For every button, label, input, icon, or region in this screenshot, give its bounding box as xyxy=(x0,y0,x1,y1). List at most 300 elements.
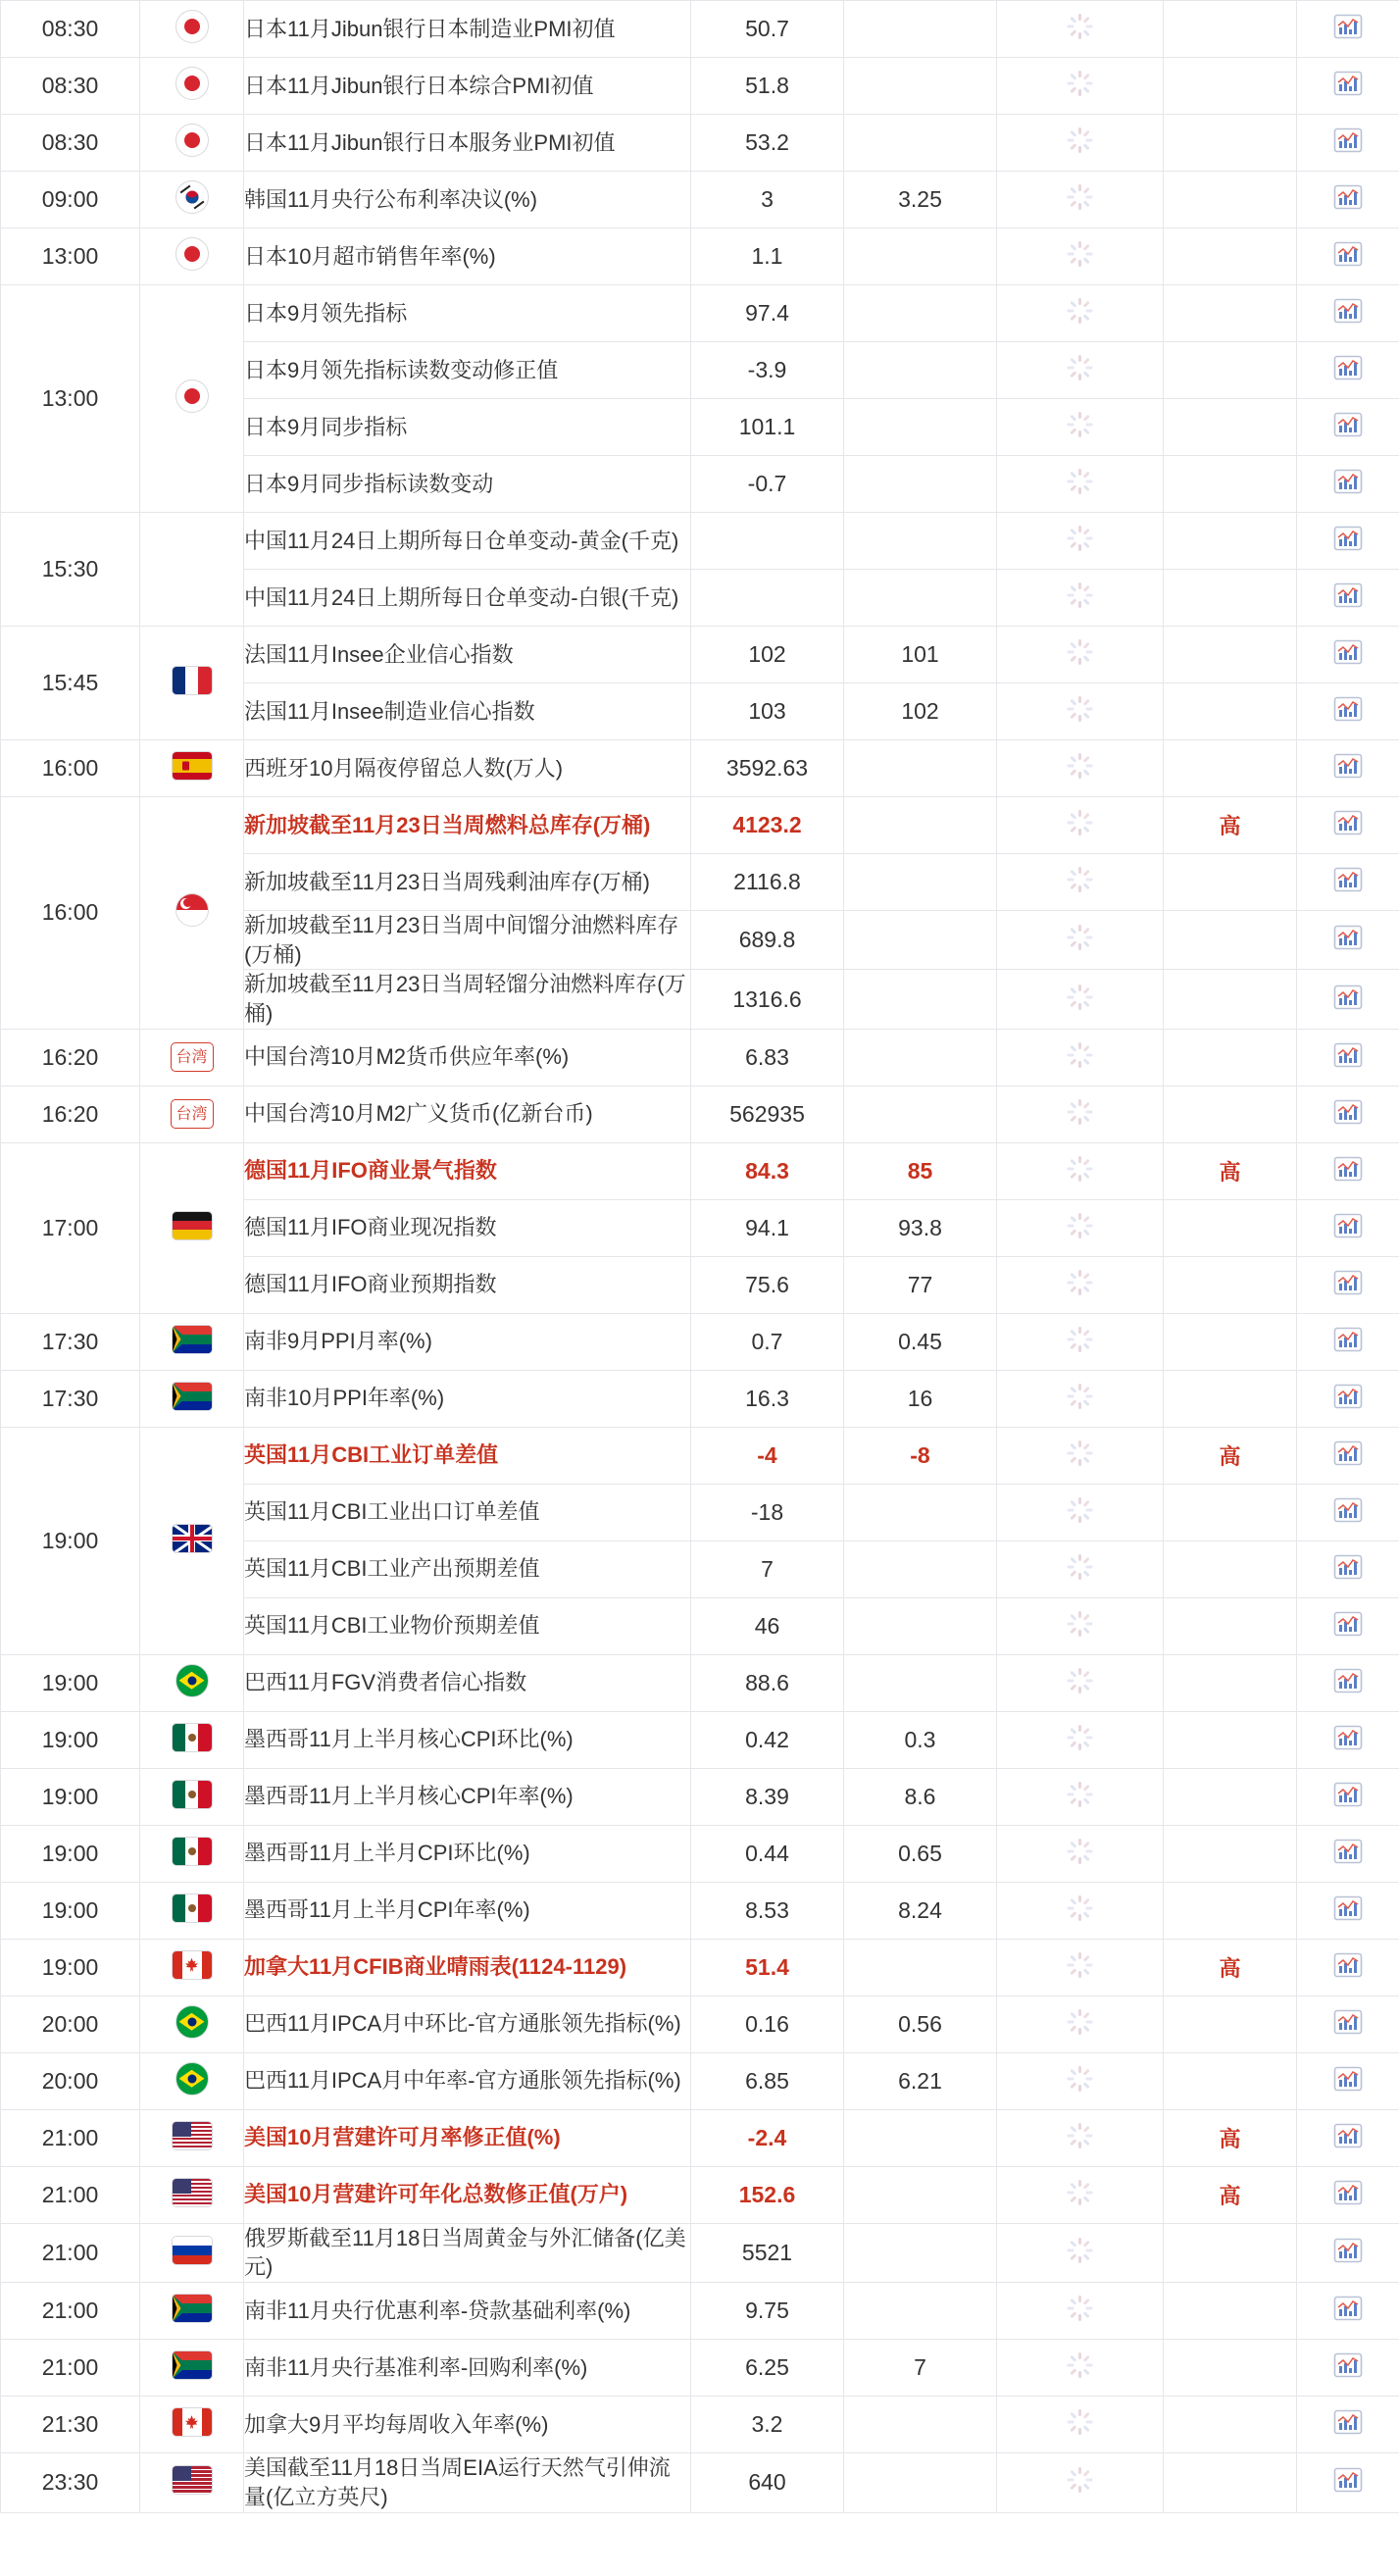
table-row[interactable] xyxy=(1,2340,1399,2397)
row-actual: 51.8 xyxy=(691,58,844,115)
row-event[interactable]: 新加坡截至11月23日当周燃料总库存(万桶) xyxy=(244,797,691,854)
row-event[interactable]: 日本11月Jibun银行日本综合PMI初值 xyxy=(244,58,691,115)
row-event[interactable]: 南非9月PPI月率(%) xyxy=(244,1313,691,1370)
table-row[interactable] xyxy=(1,1882,1399,1939)
row-previous: 8.24 xyxy=(844,1882,997,1939)
row-chart-link[interactable] xyxy=(1297,1199,1399,1256)
row-chart-link[interactable] xyxy=(1297,970,1399,1029)
calendar-body xyxy=(1,1,1399,2513)
row-previous xyxy=(844,1654,997,1711)
row-importance-label xyxy=(1164,285,1297,342)
row-actual: 6.25 xyxy=(691,2340,844,2397)
row-previous: 3.25 xyxy=(844,172,997,228)
row-importance-stars xyxy=(997,115,1164,172)
row-event[interactable]: 墨西哥11月上半月CPI年率(%) xyxy=(244,1882,691,1939)
chart-icon[interactable] xyxy=(1333,1895,1363,1921)
row-chart-link[interactable] xyxy=(1297,1427,1399,1484)
row-time: 21:00 xyxy=(1,2283,140,2340)
row-actual: -18 xyxy=(691,1484,844,1541)
loading-spinner-icon xyxy=(1068,696,1093,722)
row-event[interactable]: 南非10月PPI年率(%) xyxy=(244,1370,691,1427)
table-row[interactable] xyxy=(1,2166,1399,2223)
chart-icon[interactable] xyxy=(1333,925,1363,950)
row-importance-stars xyxy=(997,1199,1164,1256)
row-flag xyxy=(140,1142,244,1313)
row-time: 17:30 xyxy=(1,1313,140,1370)
row-importance-label xyxy=(1164,1654,1297,1711)
row-chart-link[interactable] xyxy=(1297,1,1399,58)
row-actual: 46 xyxy=(691,1597,844,1654)
flag-de-icon xyxy=(172,1211,213,1240)
table-row[interactable] xyxy=(1,740,1399,797)
table-row[interactable] xyxy=(1,1711,1399,1768)
row-chart-link[interactable] xyxy=(1297,1029,1399,1086)
row-chart-link[interactable] xyxy=(1297,1654,1399,1711)
row-event[interactable]: 英国11月CBI工业订单差值 xyxy=(244,1427,691,1484)
row-event[interactable]: 英国11月CBI工业产出预期差值 xyxy=(244,1541,691,1597)
row-importance-stars xyxy=(997,1654,1164,1711)
chart-icon[interactable] xyxy=(1333,2066,1363,2092)
row-chart-link[interactable] xyxy=(1297,2283,1399,2340)
row-time: 21:00 xyxy=(1,2340,140,2397)
row-previous: 85 xyxy=(844,1142,997,1199)
row-actual: 0.44 xyxy=(691,1825,844,1882)
row-flag xyxy=(140,1939,244,1995)
row-importance-label xyxy=(1164,854,1297,911)
row-event[interactable]: 新加坡截至11月23日当周中间馏分油燃料库存(万桶) xyxy=(244,911,691,970)
row-actual xyxy=(691,513,844,570)
chart-icon[interactable] xyxy=(1333,1554,1363,1580)
chart-icon[interactable] xyxy=(1333,1384,1363,1409)
row-event[interactable]: 法国11月Insee制造业信心指数 xyxy=(244,683,691,740)
row-actual: 7 xyxy=(691,1541,844,1597)
row-chart-link[interactable] xyxy=(1297,1541,1399,1597)
row-chart-link[interactable] xyxy=(1297,342,1399,399)
row-importance-label xyxy=(1164,1484,1297,1541)
row-event[interactable]: 日本9月领先指标 xyxy=(244,285,691,342)
row-chart-link[interactable] xyxy=(1297,228,1399,285)
row-importance-label xyxy=(1164,228,1297,285)
row-importance-label xyxy=(1164,970,1297,1029)
chart-icon[interactable] xyxy=(1333,2409,1363,2435)
row-event[interactable]: 俄罗斯截至11月18日当周黄金与外汇储备(亿美元) xyxy=(244,2223,691,2282)
loading-spinner-icon xyxy=(1068,582,1093,608)
row-importance-stars xyxy=(997,854,1164,911)
table-row[interactable] xyxy=(1,1,1399,58)
flag-us-icon xyxy=(172,2465,213,2495)
table-row[interactable] xyxy=(1,58,1399,115)
row-importance-label: 高 xyxy=(1164,1142,1297,1199)
loading-spinner-icon xyxy=(1068,1270,1093,1295)
chart-icon[interactable] xyxy=(1333,867,1363,892)
row-chart-link[interactable] xyxy=(1297,797,1399,854)
row-chart-link[interactable] xyxy=(1297,570,1399,627)
row-event[interactable]: 墨西哥11月上半月核心CPI环比(%) xyxy=(244,1711,691,1768)
row-event[interactable]: 日本9月同步指标 xyxy=(244,399,691,456)
row-event[interactable]: 中国台湾10月M2广义货币(亿新台币) xyxy=(244,1086,691,1142)
flag-ru-icon xyxy=(172,2236,213,2265)
row-event[interactable]: 巴西11月FGV消费者信心指数 xyxy=(244,1654,691,1711)
row-actual: 6.85 xyxy=(691,2052,844,2109)
row-chart-link[interactable] xyxy=(1297,58,1399,115)
flag-us-icon xyxy=(172,2178,213,2207)
chart-icon[interactable] xyxy=(1333,71,1363,96)
chart-icon[interactable] xyxy=(1333,1782,1363,1807)
row-previous xyxy=(844,2166,997,2223)
loading-spinner-icon xyxy=(1068,2009,1093,2035)
table-row[interactable] xyxy=(1,1825,1399,1882)
chart-icon[interactable] xyxy=(1333,582,1363,608)
row-event[interactable]: 英国11月CBI工业物价预期差值 xyxy=(244,1597,691,1654)
chart-icon[interactable] xyxy=(1333,127,1363,153)
row-importance-label xyxy=(1164,683,1297,740)
table-row[interactable] xyxy=(1,1939,1399,1995)
row-chart-link[interactable] xyxy=(1297,1711,1399,1768)
row-importance-stars xyxy=(997,797,1164,854)
row-previous xyxy=(844,1,997,58)
chart-icon[interactable] xyxy=(1333,2238,1363,2263)
row-event[interactable]: 西班牙10月隔夜停留总人数(万人) xyxy=(244,740,691,797)
row-flag xyxy=(140,285,244,513)
row-time: 16:20 xyxy=(1,1086,140,1142)
row-time: 16:00 xyxy=(1,797,140,1030)
row-importance-label xyxy=(1164,2052,1297,2109)
row-importance-stars xyxy=(997,683,1164,740)
row-event[interactable]: 南非11月央行基准利率-回购利率(%) xyxy=(244,2340,691,2397)
table-row[interactable] xyxy=(1,1654,1399,1711)
row-previous xyxy=(844,2453,997,2512)
row-chart-link[interactable] xyxy=(1297,1313,1399,1370)
table-row[interactable] xyxy=(1,285,1399,342)
row-chart-link[interactable] xyxy=(1297,2223,1399,2282)
row-flag xyxy=(140,513,244,627)
row-time: 19:00 xyxy=(1,1768,140,1825)
row-chart-link[interactable] xyxy=(1297,854,1399,911)
row-event[interactable]: 中国台湾10月M2货币供应年率(%) xyxy=(244,1029,691,1086)
table-row[interactable] xyxy=(1,172,1399,228)
row-actual: -4 xyxy=(691,1427,844,1484)
table-row[interactable] xyxy=(1,2052,1399,2109)
table-row[interactable] xyxy=(1,1995,1399,2052)
row-event[interactable]: 新加坡截至11月23日当周轻馏分油燃料库存(万桶) xyxy=(244,970,691,1029)
chart-icon[interactable] xyxy=(1333,1440,1363,1466)
row-chart-link[interactable] xyxy=(1297,2109,1399,2166)
chart-icon[interactable] xyxy=(1333,1099,1363,1125)
row-event[interactable]: 美国10月营建许可月率修正值(%) xyxy=(244,2109,691,2166)
table-row[interactable] xyxy=(1,1313,1399,1370)
table-row[interactable] xyxy=(1,1427,1399,1484)
row-importance-label xyxy=(1164,1882,1297,1939)
row-flag xyxy=(140,1711,244,1768)
row-flag xyxy=(140,2166,244,2223)
flag-mx-icon xyxy=(172,1723,213,1752)
table-row[interactable] xyxy=(1,228,1399,285)
row-event[interactable]: 日本9月领先指标读数变动修正值 xyxy=(244,342,691,399)
row-actual: 102 xyxy=(691,627,844,683)
row-time: 16:20 xyxy=(1,1029,140,1086)
table-row[interactable] xyxy=(1,115,1399,172)
row-importance-label xyxy=(1164,911,1297,970)
chart-icon[interactable] xyxy=(1333,1497,1363,1523)
row-importance-label xyxy=(1164,1199,1297,1256)
row-event[interactable]: 日本11月Jibun银行日本制造业PMI初值 xyxy=(244,1,691,58)
row-flag xyxy=(140,797,244,1030)
row-importance-stars xyxy=(997,1142,1164,1199)
row-importance-stars xyxy=(997,2109,1164,2166)
chart-icon[interactable] xyxy=(1333,2352,1363,2378)
table-row[interactable] xyxy=(1,513,1399,570)
row-event[interactable]: 德国11月IFO商业景气指数 xyxy=(244,1142,691,1199)
table-row[interactable] xyxy=(1,2453,1399,2512)
row-importance-stars xyxy=(997,58,1164,115)
row-actual: 2116.8 xyxy=(691,854,844,911)
row-importance-stars xyxy=(997,1427,1164,1484)
row-event[interactable]: 德国11月IFO商业现况指数 xyxy=(244,1199,691,1256)
row-previous xyxy=(844,115,997,172)
row-chart-link[interactable] xyxy=(1297,911,1399,970)
row-time: 21:00 xyxy=(1,2109,140,2166)
loading-spinner-icon xyxy=(1068,1213,1093,1238)
flag-fr-icon xyxy=(172,666,213,695)
chart-icon[interactable] xyxy=(1333,2467,1363,2493)
loading-spinner-icon xyxy=(1068,2238,1093,2263)
row-flag xyxy=(140,1313,244,1370)
flag-gb-icon xyxy=(172,1524,213,1553)
row-actual: 88.6 xyxy=(691,1654,844,1711)
chart-icon[interactable] xyxy=(1333,1952,1363,1978)
row-event[interactable]: 韩国11月央行公布利率决议(%) xyxy=(244,172,691,228)
row-importance-label: 高 xyxy=(1164,1427,1297,1484)
loading-spinner-icon xyxy=(1068,1497,1093,1523)
row-flag xyxy=(140,1882,244,1939)
row-importance-label xyxy=(1164,513,1297,570)
row-event[interactable]: 日本10月超市销售年率(%) xyxy=(244,228,691,285)
table-row[interactable] xyxy=(1,1768,1399,1825)
row-chart-link[interactable] xyxy=(1297,627,1399,683)
row-event[interactable]: 德国11月IFO商业预期指数 xyxy=(244,1256,691,1313)
row-importance-stars xyxy=(997,2223,1164,2282)
row-importance-label xyxy=(1164,627,1297,683)
chart-icon[interactable] xyxy=(1333,412,1363,437)
row-previous xyxy=(844,911,997,970)
row-importance-stars xyxy=(997,1370,1164,1427)
chart-icon[interactable] xyxy=(1333,355,1363,380)
row-event[interactable]: 中国11月24日上期所每日仓单变动-白银(千克) xyxy=(244,570,691,627)
row-chart-link[interactable] xyxy=(1297,1484,1399,1541)
row-previous xyxy=(844,1484,997,1541)
flag-tw-icon: 台湾 xyxy=(171,1042,214,1072)
row-flag xyxy=(140,228,244,285)
row-actual: 5521 xyxy=(691,2223,844,2282)
row-flag xyxy=(140,1086,244,1142)
chart-icon[interactable] xyxy=(1333,14,1363,39)
chart-icon[interactable] xyxy=(1333,2123,1363,2148)
row-chart-link[interactable] xyxy=(1297,456,1399,513)
loading-spinner-icon xyxy=(1068,753,1093,779)
row-chart-link[interactable] xyxy=(1297,1768,1399,1825)
table-row[interactable] xyxy=(1,627,1399,683)
row-event[interactable]: 巴西11月IPCA月中年率-官方通胀领先指标(%) xyxy=(244,2052,691,2109)
row-previous xyxy=(844,456,997,513)
chart-icon[interactable] xyxy=(1333,1725,1363,1750)
loading-spinner-icon xyxy=(1068,2180,1093,2205)
row-event[interactable]: 英国11月CBI工业出口订单差值 xyxy=(244,1484,691,1541)
row-event[interactable]: 加拿大11月CFIB商业晴雨表(1124-1129) xyxy=(244,1939,691,1995)
row-actual: 8.39 xyxy=(691,1768,844,1825)
row-actual: 1.1 xyxy=(691,228,844,285)
row-previous: 0.45 xyxy=(844,1313,997,1370)
chart-icon[interactable] xyxy=(1333,2296,1363,2321)
row-event[interactable]: 墨西哥11月上半月核心CPI年率(%) xyxy=(244,1768,691,1825)
chart-icon[interactable] xyxy=(1333,1839,1363,1864)
table-row[interactable] xyxy=(1,2283,1399,2340)
chart-icon[interactable] xyxy=(1333,1213,1363,1238)
flag-jp-icon xyxy=(175,67,209,100)
row-actual: 101.1 xyxy=(691,399,844,456)
row-event[interactable]: 法国11月Insee企业信心指数 xyxy=(244,627,691,683)
chart-icon[interactable] xyxy=(1333,696,1363,722)
chart-icon[interactable] xyxy=(1333,241,1363,267)
row-chart-link[interactable] xyxy=(1297,399,1399,456)
row-chart-link[interactable] xyxy=(1297,1939,1399,1995)
row-importance-stars xyxy=(997,1882,1164,1939)
row-importance-stars xyxy=(997,2397,1164,2453)
chart-icon[interactable] xyxy=(1333,1668,1363,1693)
row-importance-stars xyxy=(997,1541,1164,1597)
row-previous xyxy=(844,2109,997,2166)
chart-icon[interactable] xyxy=(1333,1156,1363,1182)
chart-icon[interactable] xyxy=(1333,810,1363,835)
row-time: 19:00 xyxy=(1,1427,140,1654)
chart-icon[interactable] xyxy=(1333,753,1363,779)
row-chart-link[interactable] xyxy=(1297,1142,1399,1199)
row-time: 20:00 xyxy=(1,2052,140,2109)
table-row[interactable] xyxy=(1,797,1399,854)
row-chart-link[interactable] xyxy=(1297,2397,1399,2453)
loading-spinner-icon xyxy=(1068,1611,1093,1637)
loading-spinner-icon xyxy=(1068,639,1093,665)
flag-us-icon xyxy=(172,2121,213,2150)
chart-icon[interactable] xyxy=(1333,985,1363,1010)
loading-spinner-icon xyxy=(1068,1668,1093,1693)
row-chart-link[interactable] xyxy=(1297,2340,1399,2397)
row-importance-stars xyxy=(997,2283,1164,2340)
row-previous xyxy=(844,2223,997,2282)
row-event[interactable]: 日本11月Jibun银行日本服务业PMI初值 xyxy=(244,115,691,172)
row-event[interactable]: 美国截至11月18日当周EIA运行天然气引伸流量(亿立方英尺) xyxy=(244,2453,691,2512)
row-previous xyxy=(844,513,997,570)
row-chart-link[interactable] xyxy=(1297,115,1399,172)
row-importance-stars xyxy=(997,1995,1164,2052)
row-time: 13:00 xyxy=(1,285,140,513)
row-event[interactable]: 中国11月24日上期所每日仓单变动-黄金(千克) xyxy=(244,513,691,570)
chart-icon[interactable] xyxy=(1333,2009,1363,2035)
row-importance-label: 高 xyxy=(1164,1939,1297,1995)
flag-kr-icon xyxy=(175,180,209,214)
row-event[interactable]: 南非11月央行优惠利率-贷款基础利率(%) xyxy=(244,2283,691,2340)
row-previous: 77 xyxy=(844,1256,997,1313)
row-importance-label xyxy=(1164,1086,1297,1142)
row-importance-stars xyxy=(997,1029,1164,1086)
row-chart-link[interactable] xyxy=(1297,2052,1399,2109)
flag-za-icon xyxy=(172,2350,213,2380)
row-event[interactable]: 加拿大9月平均每周收入年率(%) xyxy=(244,2397,691,2453)
chart-icon[interactable] xyxy=(1333,469,1363,494)
flag-mx-icon xyxy=(172,1780,213,1809)
row-importance-stars xyxy=(997,2052,1164,2109)
row-actual: 0.16 xyxy=(691,1995,844,2052)
row-time: 19:00 xyxy=(1,1939,140,1995)
row-event[interactable]: 美国10月营建许可年化总数修正值(万户) xyxy=(244,2166,691,2223)
row-flag xyxy=(140,2453,244,2512)
row-previous: 0.65 xyxy=(844,1825,997,1882)
row-chart-link[interactable] xyxy=(1297,285,1399,342)
row-chart-link[interactable] xyxy=(1297,1256,1399,1313)
table-row[interactable] xyxy=(1,1029,1399,1086)
chart-icon[interactable] xyxy=(1333,1270,1363,1295)
row-time: 08:30 xyxy=(1,1,140,58)
table-row[interactable] xyxy=(1,1086,1399,1142)
row-event[interactable]: 墨西哥11月上半月CPI环比(%) xyxy=(244,1825,691,1882)
row-importance-label: 高 xyxy=(1164,2109,1297,2166)
row-actual: 8.53 xyxy=(691,1882,844,1939)
row-chart-link[interactable] xyxy=(1297,1086,1399,1142)
row-chart-link[interactable] xyxy=(1297,1825,1399,1882)
row-actual: 97.4 xyxy=(691,285,844,342)
row-time: 19:00 xyxy=(1,1711,140,1768)
loading-spinner-icon xyxy=(1068,1839,1093,1864)
row-actual: -2.4 xyxy=(691,2109,844,2166)
row-importance-stars xyxy=(997,627,1164,683)
row-importance-label xyxy=(1164,115,1297,172)
row-actual: 152.6 xyxy=(691,2166,844,2223)
table-row[interactable] xyxy=(1,2397,1399,2453)
chart-icon[interactable] xyxy=(1333,639,1363,665)
row-importance-stars xyxy=(997,1313,1164,1370)
table-row[interactable] xyxy=(1,2109,1399,2166)
table-row[interactable] xyxy=(1,1142,1399,1199)
row-chart-link[interactable] xyxy=(1297,172,1399,228)
row-flag xyxy=(140,2283,244,2340)
row-chart-link[interactable] xyxy=(1297,1995,1399,2052)
row-chart-link[interactable] xyxy=(1297,1370,1399,1427)
row-actual: 4123.2 xyxy=(691,797,844,854)
row-chart-link[interactable] xyxy=(1297,513,1399,570)
row-event[interactable]: 日本9月同步指标读数变动 xyxy=(244,456,691,513)
chart-icon[interactable] xyxy=(1333,2180,1363,2205)
row-chart-link[interactable] xyxy=(1297,1597,1399,1654)
table-row[interactable] xyxy=(1,1370,1399,1427)
row-chart-link[interactable] xyxy=(1297,2453,1399,2512)
row-event[interactable]: 巴西11月IPCA月中环比-官方通胀领先指标(%) xyxy=(244,1995,691,2052)
chart-icon[interactable] xyxy=(1333,1327,1363,1352)
row-time: 17:00 xyxy=(1,1142,140,1313)
loading-spinner-icon xyxy=(1068,1384,1093,1409)
row-chart-link[interactable] xyxy=(1297,1882,1399,1939)
table-row[interactable] xyxy=(1,2223,1399,2282)
chart-icon[interactable] xyxy=(1333,526,1363,551)
row-chart-link[interactable] xyxy=(1297,2166,1399,2223)
row-chart-link[interactable] xyxy=(1297,683,1399,740)
row-chart-link[interactable] xyxy=(1297,740,1399,797)
row-event[interactable]: 新加坡截至11月23日当周残剩油库存(万桶) xyxy=(244,854,691,911)
loading-spinner-icon xyxy=(1068,925,1093,950)
row-importance-label xyxy=(1164,2223,1297,2282)
chart-icon[interactable] xyxy=(1333,184,1363,210)
chart-icon[interactable] xyxy=(1333,298,1363,324)
chart-icon[interactable] xyxy=(1333,1042,1363,1068)
chart-icon[interactable] xyxy=(1333,1611,1363,1637)
